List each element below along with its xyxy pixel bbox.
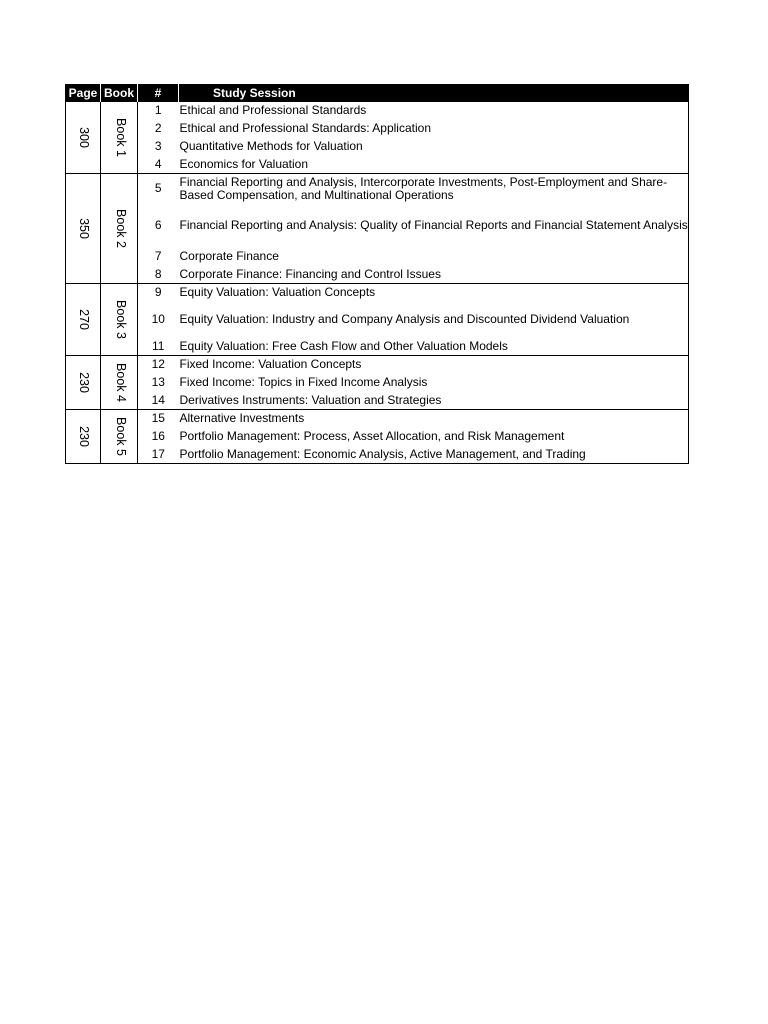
book-cell [101,174,138,284]
table-row [66,446,689,464]
book-label: Book 5 [113,417,128,456]
session-number: 16 [151,429,165,443]
session-title: Alternative Investments [179,410,689,428]
table-row [66,302,689,338]
session-title: Quantitative Methods for Valuation [179,138,689,156]
session-title: Equity Valuation: Free Cash Flow and Other Valuation Models [179,338,689,356]
session-number: 8 [138,266,179,284]
session-title: Portfolio Management: Economic Analysis, Active Management, and Trading [179,446,689,464]
session-number: 6 [154,218,162,232]
session-number: 13 [151,375,165,389]
table-row [66,410,689,428]
page-count: 230 [76,426,91,447]
page-count: 300 [76,127,91,148]
session-title: Financial Reporting and Analysis, Intercorporate Investments, Post-Employment and Share-Based Compensation, and Multinational Operations [179,174,689,204]
table-row [66,284,689,302]
table-row [66,374,689,392]
header-row [66,84,689,102]
session-title: Ethical and Professional Standards: Application [179,120,689,138]
session-title: Corporate Finance: Financing and Control Issues [179,266,689,284]
table-row [66,248,689,266]
session-title: Derivatives Instruments: Valuation and Strategies [179,392,689,410]
session-number: 9 [138,284,179,302]
book-cell [101,102,138,174]
session-number: 12 [138,356,179,374]
session-title: Equity Valuation: Valuation Concepts [179,284,689,302]
page-count-cell [66,174,101,284]
session-number: 3 [154,139,162,153]
table-row [66,102,689,120]
table-row [66,204,689,248]
session-title: Corporate Finance [179,248,689,266]
table-row [66,266,689,284]
table-row [66,156,689,174]
book-cell [101,410,138,464]
table-body [66,102,689,464]
session-title: Economics for Valuation [179,156,689,174]
book-label: Book 1 [113,118,128,157]
header-book: Book [101,84,138,102]
table-row [66,120,689,138]
session-title: Financial Reporting and Analysis: Quality of Financial Reports and Financial Statement Analysis [179,204,689,248]
session-number: 7 [154,249,162,263]
page-count: 350 [76,218,91,239]
table-row [66,392,689,410]
page-count-cell [66,102,101,174]
session-number: 10 [151,312,165,326]
header-page: Page [66,84,101,102]
table-row [66,138,689,156]
book-label: Book 4 [113,363,128,402]
book-cell [101,356,138,410]
table-row [66,174,689,204]
page-count-cell [66,356,101,410]
header-study-session: Study Session [179,84,689,102]
header-num: # [138,84,179,102]
session-number: 4 [138,156,179,174]
book-label: Book 3 [113,300,128,339]
session-title: Equity Valuation: Industry and Company Analysis and Discounted Dividend Valuation [179,302,689,338]
session-number: 11 [138,338,179,356]
session-number: 14 [138,392,179,410]
session-title: Fixed Income: Topics in Fixed Income Analysis [179,374,689,392]
page-count-cell [66,410,101,464]
study-session-table [65,84,689,464]
page-count: 270 [76,309,91,330]
book-label: Book 2 [113,209,128,248]
table-row [66,428,689,446]
session-number: 5 [138,174,179,204]
session-number: 2 [154,121,162,135]
session-title: Ethical and Professional Standards [179,102,689,120]
session-title: Fixed Income: Valuation Concepts [179,356,689,374]
session-title: Portfolio Management: Process, Asset Allocation, and Risk Management [179,428,689,446]
session-number: 1 [138,102,179,120]
page-count: 230 [76,372,91,393]
session-number: 17 [138,446,179,464]
book-cell [101,284,138,356]
session-number: 15 [138,410,179,428]
page-count-cell [66,284,101,356]
table-row [66,338,689,356]
table-row [66,356,689,374]
